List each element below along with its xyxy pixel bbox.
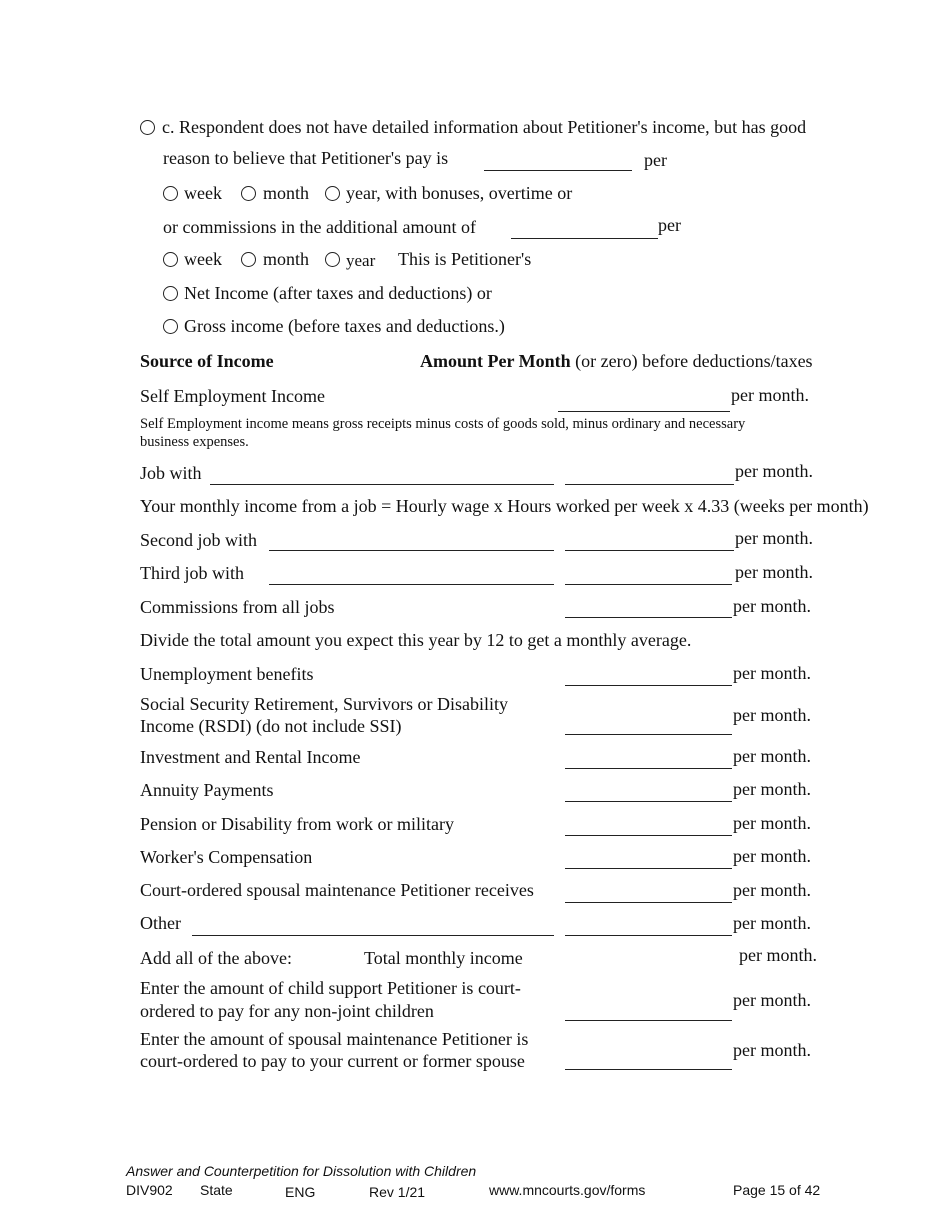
- this-is-petitioners-label: This is Petitioner's: [398, 249, 532, 269]
- footer-form-title: Answer and Counterpetition for Dissolution with Children: [126, 1163, 477, 1179]
- net-income-label: Net Income (after taxes and deductions) or: [184, 283, 492, 303]
- per-month-label: per month.: [735, 461, 813, 481]
- commissions-field[interactable]: [565, 617, 732, 618]
- job-formula-note: Your monthly income from a job = Hourly wage x Hours worked per week x 4.33 (weeks per month): [140, 496, 869, 516]
- child-support-field[interactable]: [565, 1020, 732, 1021]
- per-month-label: per month.: [739, 945, 817, 965]
- per-month-label: per month.: [735, 562, 813, 582]
- gross-income-label: Gross income (before taxes and deductions.): [184, 316, 505, 336]
- net-income-radio[interactable]: [163, 286, 178, 301]
- self-employment-field[interactable]: [558, 411, 730, 412]
- job-amount-field[interactable]: [565, 484, 734, 485]
- second-job-label: Second job with: [140, 530, 257, 550]
- option-c-radio[interactable]: [140, 120, 155, 135]
- per-label-2: per: [658, 215, 681, 235]
- pension-field[interactable]: [565, 835, 732, 836]
- per-month-label: per month.: [735, 528, 813, 548]
- footer-form-id: DIV902: [126, 1182, 173, 1198]
- per-month-label: per month.: [733, 1040, 811, 1060]
- unemployment-field[interactable]: [565, 685, 732, 686]
- workers-comp-field[interactable]: [565, 868, 732, 869]
- spousal-paid-label-1: Enter the amount of spousal maintenance Petitioner is: [140, 1029, 529, 1049]
- footer-revision: Rev 1/21: [369, 1184, 426, 1200]
- per-label: per: [644, 150, 667, 170]
- footer-language: ENG: [285, 1184, 316, 1200]
- spousal-received-field[interactable]: [565, 902, 732, 903]
- commission-month-radio[interactable]: [241, 252, 256, 267]
- other-description-field[interactable]: [192, 935, 554, 936]
- pension-label: Pension or Disability from work or military: [140, 814, 454, 834]
- self-employment-note-2: business expenses.: [140, 434, 249, 450]
- commission-month-label: month: [263, 249, 310, 269]
- workers-comp-label: Worker's Compensation: [140, 847, 313, 867]
- other-label: Other: [140, 913, 181, 933]
- investment-label: Investment and Rental Income: [140, 747, 361, 767]
- third-job-employer-field[interactable]: [269, 584, 554, 585]
- gross-income-radio[interactable]: [163, 319, 178, 334]
- per-month-label: per month.: [733, 880, 811, 900]
- footer-page-number: Page 15 of 42: [733, 1182, 821, 1198]
- commissions-amount-field[interactable]: [511, 238, 658, 239]
- add-all-label: Add all of the above:: [140, 948, 292, 968]
- second-job-amount-field[interactable]: [565, 550, 734, 551]
- pay-week-label: week: [184, 183, 222, 203]
- petitioner-pay-field[interactable]: [484, 170, 632, 171]
- spousal-received-label: Court-ordered spousal maintenance Petitioner receives: [140, 880, 534, 900]
- pay-month-radio[interactable]: [241, 186, 256, 201]
- amount-per-month-rest: (or zero) before deductions/taxes: [570, 351, 813, 371]
- per-month-label: per month.: [733, 746, 811, 766]
- per-month-label: per month.: [731, 385, 809, 405]
- other-amount-field[interactable]: [565, 935, 732, 936]
- amount-per-month-bold: Amount Per Month: [420, 351, 571, 371]
- per-month-label: per month.: [733, 846, 811, 866]
- self-employment-label: Self Employment Income: [140, 386, 325, 406]
- rsdi-label-2: Income (RSDI) (do not include SSI): [140, 716, 402, 736]
- job-with-label: Job with: [140, 463, 202, 483]
- pay-month-label: month: [263, 183, 310, 203]
- pay-year-label: year, with bonuses, overtime or: [346, 183, 573, 203]
- source-of-income-header: Source of Income: [140, 351, 274, 371]
- footer-state: State: [200, 1182, 233, 1198]
- per-month-label: per month.: [733, 913, 811, 933]
- commission-year-radio[interactable]: [325, 252, 340, 267]
- pay-year-radio[interactable]: [325, 186, 340, 201]
- spousal-paid-field[interactable]: [565, 1069, 732, 1070]
- commission-year-label: year: [346, 251, 376, 270]
- child-support-label-2: ordered to pay for any non-joint children: [140, 1001, 434, 1021]
- per-month-label: per month.: [733, 705, 811, 725]
- child-support-label-1: Enter the amount of child support Petitioner is court-: [140, 978, 521, 998]
- job-employer-field[interactable]: [210, 484, 554, 485]
- third-job-label: Third job with: [140, 563, 244, 583]
- per-month-label: per month.: [733, 663, 811, 683]
- commissions-label: Commissions from all jobs: [140, 597, 335, 617]
- per-month-label: per month.: [733, 779, 811, 799]
- commissions-amount-label: or commissions in the additional amount of: [163, 217, 476, 237]
- spousal-paid-label-2: court-ordered to pay to your current or former spouse: [140, 1051, 525, 1071]
- third-job-amount-field[interactable]: [565, 584, 732, 585]
- rsdi-field[interactable]: [565, 734, 732, 735]
- investment-field[interactable]: [565, 768, 732, 769]
- option-c-line1: c. Respondent does not have detailed information about Petitioner's income, but has good: [162, 117, 807, 137]
- rsdi-label-1: Social Security Retirement, Survivors or Disability: [140, 694, 508, 714]
- total-monthly-income-label: Total monthly income: [364, 948, 523, 968]
- second-job-employer-field[interactable]: [269, 550, 554, 551]
- footer-url[interactable]: www.mncourts.gov/forms: [489, 1182, 646, 1198]
- unemployment-label: Unemployment benefits: [140, 664, 314, 684]
- commission-week-radio[interactable]: [163, 252, 178, 267]
- amount-per-month-header: [420, 350, 813, 372]
- option-c-line2: reason to believe that Petitioner's pay is: [163, 148, 449, 168]
- per-month-label: per month.: [733, 596, 811, 616]
- annuity-label: Annuity Payments: [140, 780, 274, 800]
- per-month-label: per month.: [733, 813, 811, 833]
- per-month-label: per month.: [733, 990, 811, 1010]
- self-employment-note-1: Self Employment income means gross receipts minus costs of goods sold, minus ordinary and necessary: [140, 416, 746, 432]
- annuity-field[interactable]: [565, 801, 732, 802]
- pay-week-radio[interactable]: [163, 186, 178, 201]
- commission-week-label: week: [184, 249, 222, 269]
- divide-note: Divide the total amount you expect this year by 12 to get a monthly average.: [140, 630, 692, 650]
